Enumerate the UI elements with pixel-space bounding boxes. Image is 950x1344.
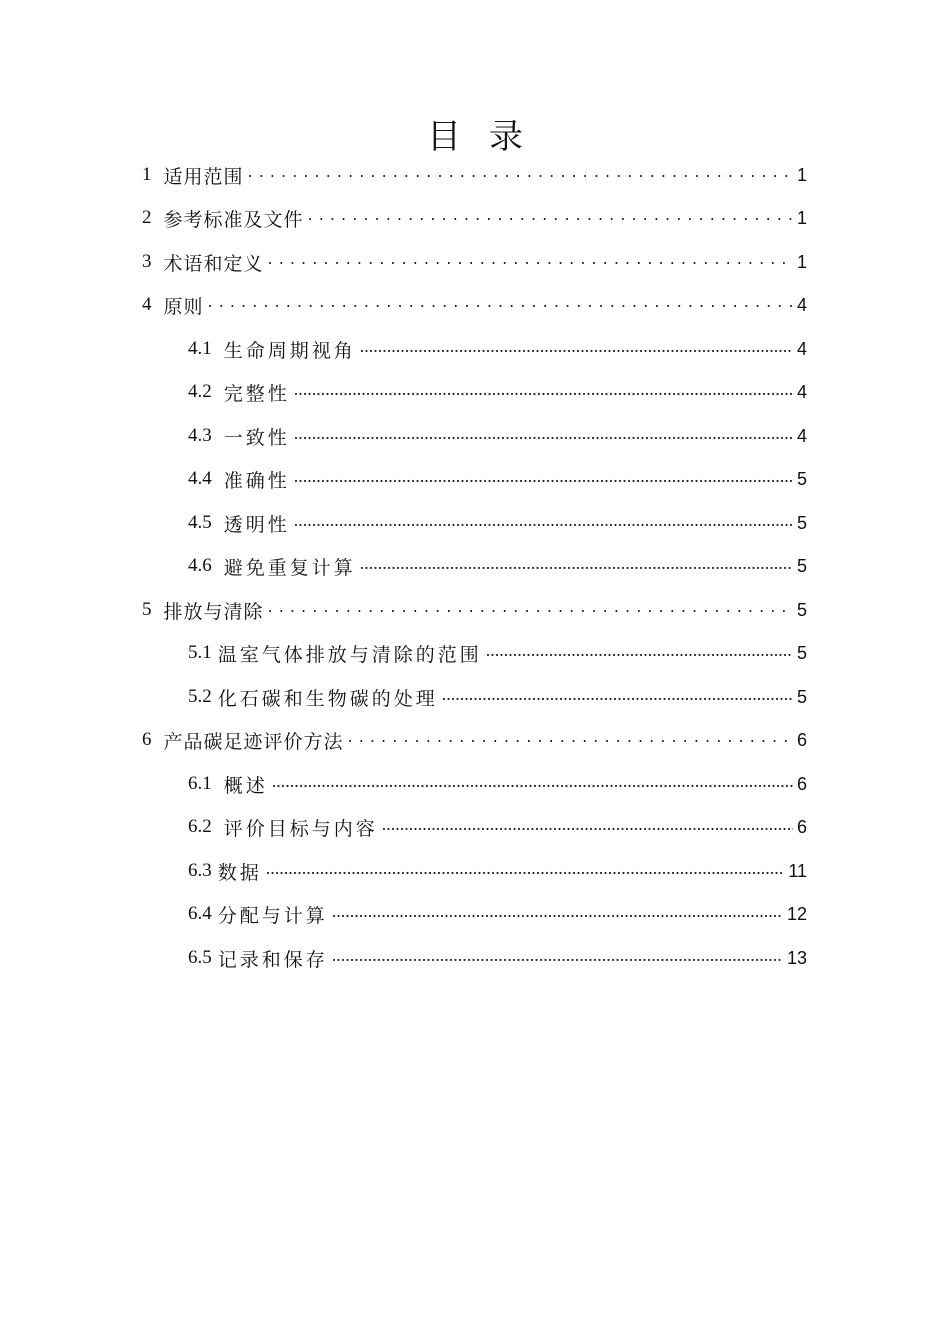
toc-entry-label: 分配与计算: [217, 904, 328, 927]
toc-entry-label: 记录和保存: [217, 948, 328, 971]
toc-leader-dots: [486, 638, 793, 668]
toc-subentry[interactable]: [188, 769, 807, 799]
toc-entry-number: 6.4: [188, 903, 212, 924]
toc-entry-label: 概述: [223, 774, 268, 797]
toc-entry-page: 4: [796, 338, 807, 359]
toc-entry[interactable]: [142, 595, 807, 625]
toc-subentry[interactable]: [188, 464, 807, 494]
toc-entry-label: 温室气体排放与清除的范围: [217, 643, 482, 666]
toc-subentry[interactable]: [188, 812, 807, 842]
toc-entry-number: 4: [142, 294, 152, 315]
toc-entry-number: 6.5: [188, 947, 212, 968]
toc-entry-label: 化石碳和生物碳的处理: [217, 687, 438, 710]
toc-entry-page: 11: [788, 860, 807, 881]
toc-entry-page: 5: [796, 642, 807, 663]
toc-entry[interactable]: [142, 290, 807, 320]
toc-entry-page: 6: [796, 729, 807, 750]
toc-title-char-2: 录: [489, 117, 523, 157]
toc-leader-dots: [294, 421, 793, 451]
toc-entry-number: 4.3: [188, 425, 212, 446]
toc-entry-page: 5: [796, 512, 807, 533]
toc-entry[interactable]: [142, 247, 807, 277]
toc-entry-label: 原则: [163, 295, 204, 318]
toc-entry-label: 适用范围: [163, 165, 244, 188]
toc-entry-label: 排放与清除: [163, 600, 264, 623]
toc-entry-number: 4.1: [188, 338, 212, 359]
toc-entry-page: 6: [796, 816, 807, 837]
toc-entry-number: 2: [142, 207, 152, 228]
toc-entry[interactable]: [142, 725, 807, 755]
toc-leader-dots: [272, 769, 793, 799]
toc-entry-label: 评价目标与内容: [223, 817, 378, 840]
toc-entry-number: 5: [142, 599, 152, 620]
toc-subentry[interactable]: [188, 856, 807, 886]
toc-entry-number: 4.4: [188, 468, 212, 489]
toc-leader-dots: [332, 899, 783, 929]
toc-entry-label: 一致性: [223, 426, 290, 449]
toc-entry-page: 4: [796, 381, 807, 402]
toc-subentry[interactable]: [188, 421, 807, 451]
toc-title-char-1: 目: [427, 117, 461, 157]
toc-leader-dots: [208, 290, 793, 320]
toc-subentry[interactable]: [188, 943, 807, 973]
toc-entry-number: 5.1: [188, 642, 212, 663]
toc-entry-page: 5: [796, 686, 807, 707]
toc-entry-label: 准确性: [223, 469, 290, 492]
toc-entry-page: 4: [796, 294, 807, 315]
toc-entry-page: 13: [786, 947, 807, 968]
toc-subentry[interactable]: [188, 508, 807, 538]
toc-entry[interactable]: [142, 160, 807, 190]
toc-entry-number: 4.6: [188, 555, 212, 576]
toc-subentry[interactable]: [188, 899, 807, 929]
toc-entry-label: 数据: [217, 861, 262, 884]
toc-leader-dots: [332, 943, 783, 973]
toc-entry-number: 1: [142, 164, 152, 185]
toc-entry[interactable]: [142, 203, 807, 233]
toc-leader-dots: [382, 812, 793, 842]
toc-entry-page: 5: [796, 468, 807, 489]
toc-entry-page: 5: [796, 555, 807, 576]
toc-entry-number: 4.5: [188, 512, 212, 533]
toc-entry-number: 6.3: [188, 860, 212, 881]
toc-entry-number: 6.2: [188, 816, 212, 837]
toc-leader-dots: [294, 464, 793, 494]
toc-subentry[interactable]: [188, 551, 807, 581]
toc-subentry[interactable]: [188, 334, 807, 364]
toc-entry-page: 1: [796, 207, 807, 228]
toc-entry-label: 术语和定义: [163, 252, 264, 275]
toc-entry-label: 透明性: [223, 513, 290, 536]
toc-entry-label: 生命周期视角: [223, 339, 356, 362]
toc-entry-number: 6.1: [188, 773, 212, 794]
toc-entry-label: 完整性: [223, 382, 290, 405]
toc-leader-dots: [266, 856, 785, 886]
toc-leader-dots: [268, 595, 793, 625]
toc-subentry[interactable]: [188, 638, 807, 668]
toc-leader-dots: [268, 247, 793, 277]
toc-leader-dots: [360, 334, 793, 364]
toc-leader-dots: [360, 551, 793, 581]
toc-subentry[interactable]: [188, 682, 807, 712]
toc-entry-label: 产品碳足迹评价方法: [163, 730, 344, 753]
toc-entry-number: 4.2: [188, 381, 212, 402]
toc-entry-number: 5.2: [188, 686, 212, 707]
toc-leader-dots: [294, 377, 793, 407]
toc-leader-dots: [248, 160, 793, 190]
toc-entry-page: 1: [796, 251, 807, 272]
toc-leader-dots: [442, 682, 793, 712]
toc-entry-number: 6: [142, 729, 152, 750]
toc-entry-page: 1: [796, 164, 807, 185]
toc-entry-number: 3: [142, 251, 152, 272]
toc-leader-dots: [308, 203, 793, 233]
toc-entry-page: 6: [796, 773, 807, 794]
toc-subentry[interactable]: [188, 377, 807, 407]
toc-leader-dots: [294, 508, 793, 538]
toc-entry-page: 4: [796, 425, 807, 446]
toc-entry-page: 5: [796, 599, 807, 620]
toc-leader-dots: [348, 725, 793, 755]
toc-entry-label: 参考标准及文件: [163, 208, 304, 231]
toc-entry-label: 避免重复计算: [223, 556, 356, 579]
toc-entry-page: 12: [786, 903, 807, 924]
